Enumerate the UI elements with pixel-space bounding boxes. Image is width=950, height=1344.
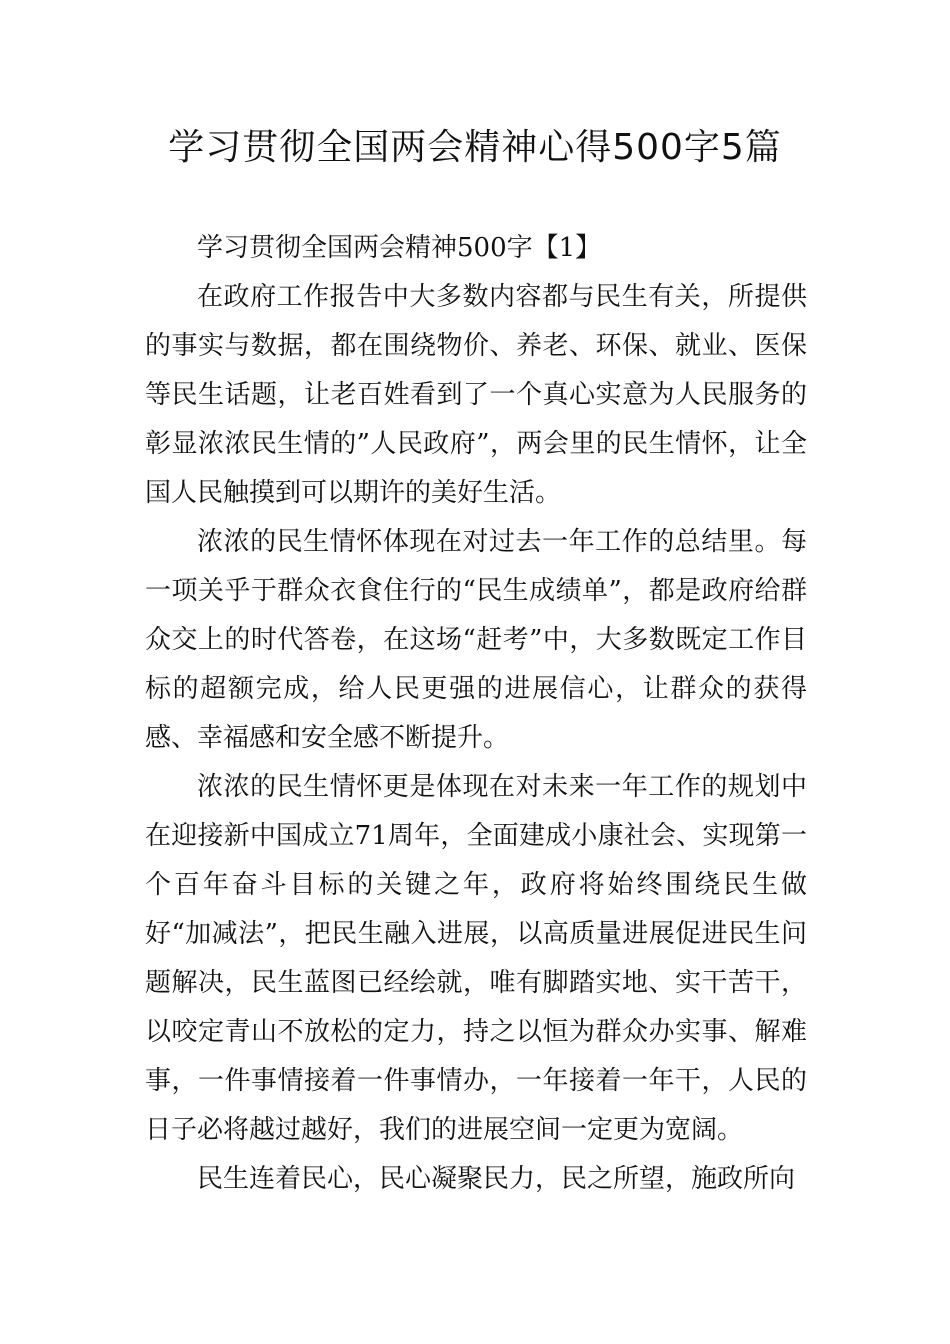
paragraph-4: 民生连着民心，民心凝聚民力，民之所望，施政所向 [197, 1164, 796, 1194]
document-title: 学习贯彻全国两会精神心得500字5篇 [168, 127, 782, 168]
paragraph-3: 浓浓的民生情怀更是体现在对未来一年工作的规划中在迎接新中国成立71周年，全面建成小康社会、实现第一个百年奋斗目标的关键之年，政府将始终围绕民生做好“加减法”，把民生融入进展，以高质量进展促进民生问题解决，民生蓝图已经绘就，唯有脚踏实地、实干苦干，以咬定青山不放松的定力，持之以恒为群众办实事、解难事，一件事情接着一件事情办，一年接着一年干，人民的日子必将越过越好，我们的进展空间一定更为宽阔。 [145, 772, 807, 1145]
section-heading: 学习贯彻全国两会精神500字【1】 [197, 233, 602, 263]
paragraph-1: 在政府工作报告中大多数内容都与民生有关，所提供的事实与数据，都在围绕物价、养老、环保、就业、医保等民生话题，让老百姓看到了一个真心实意为人民服务的彰显浓浓民生情的”人民政府”，两会里的民生情怀，让全国人民触摸到可以期许的美好生活。 [145, 282, 807, 508]
paragraph-2: 浓浓的民生情怀体现在对过去一年工作的总结里。每一项关乎于群众衣食住行的“民生成绩单”，都是政府给群众交上的时代答卷，在这场“赶考”中，大多数既定工作目标的超额完成，给人民更强的进展信心，让群众的获得感、幸福感和安全感不断提升。 [145, 527, 807, 753]
document-body [145, 224, 807, 1204]
